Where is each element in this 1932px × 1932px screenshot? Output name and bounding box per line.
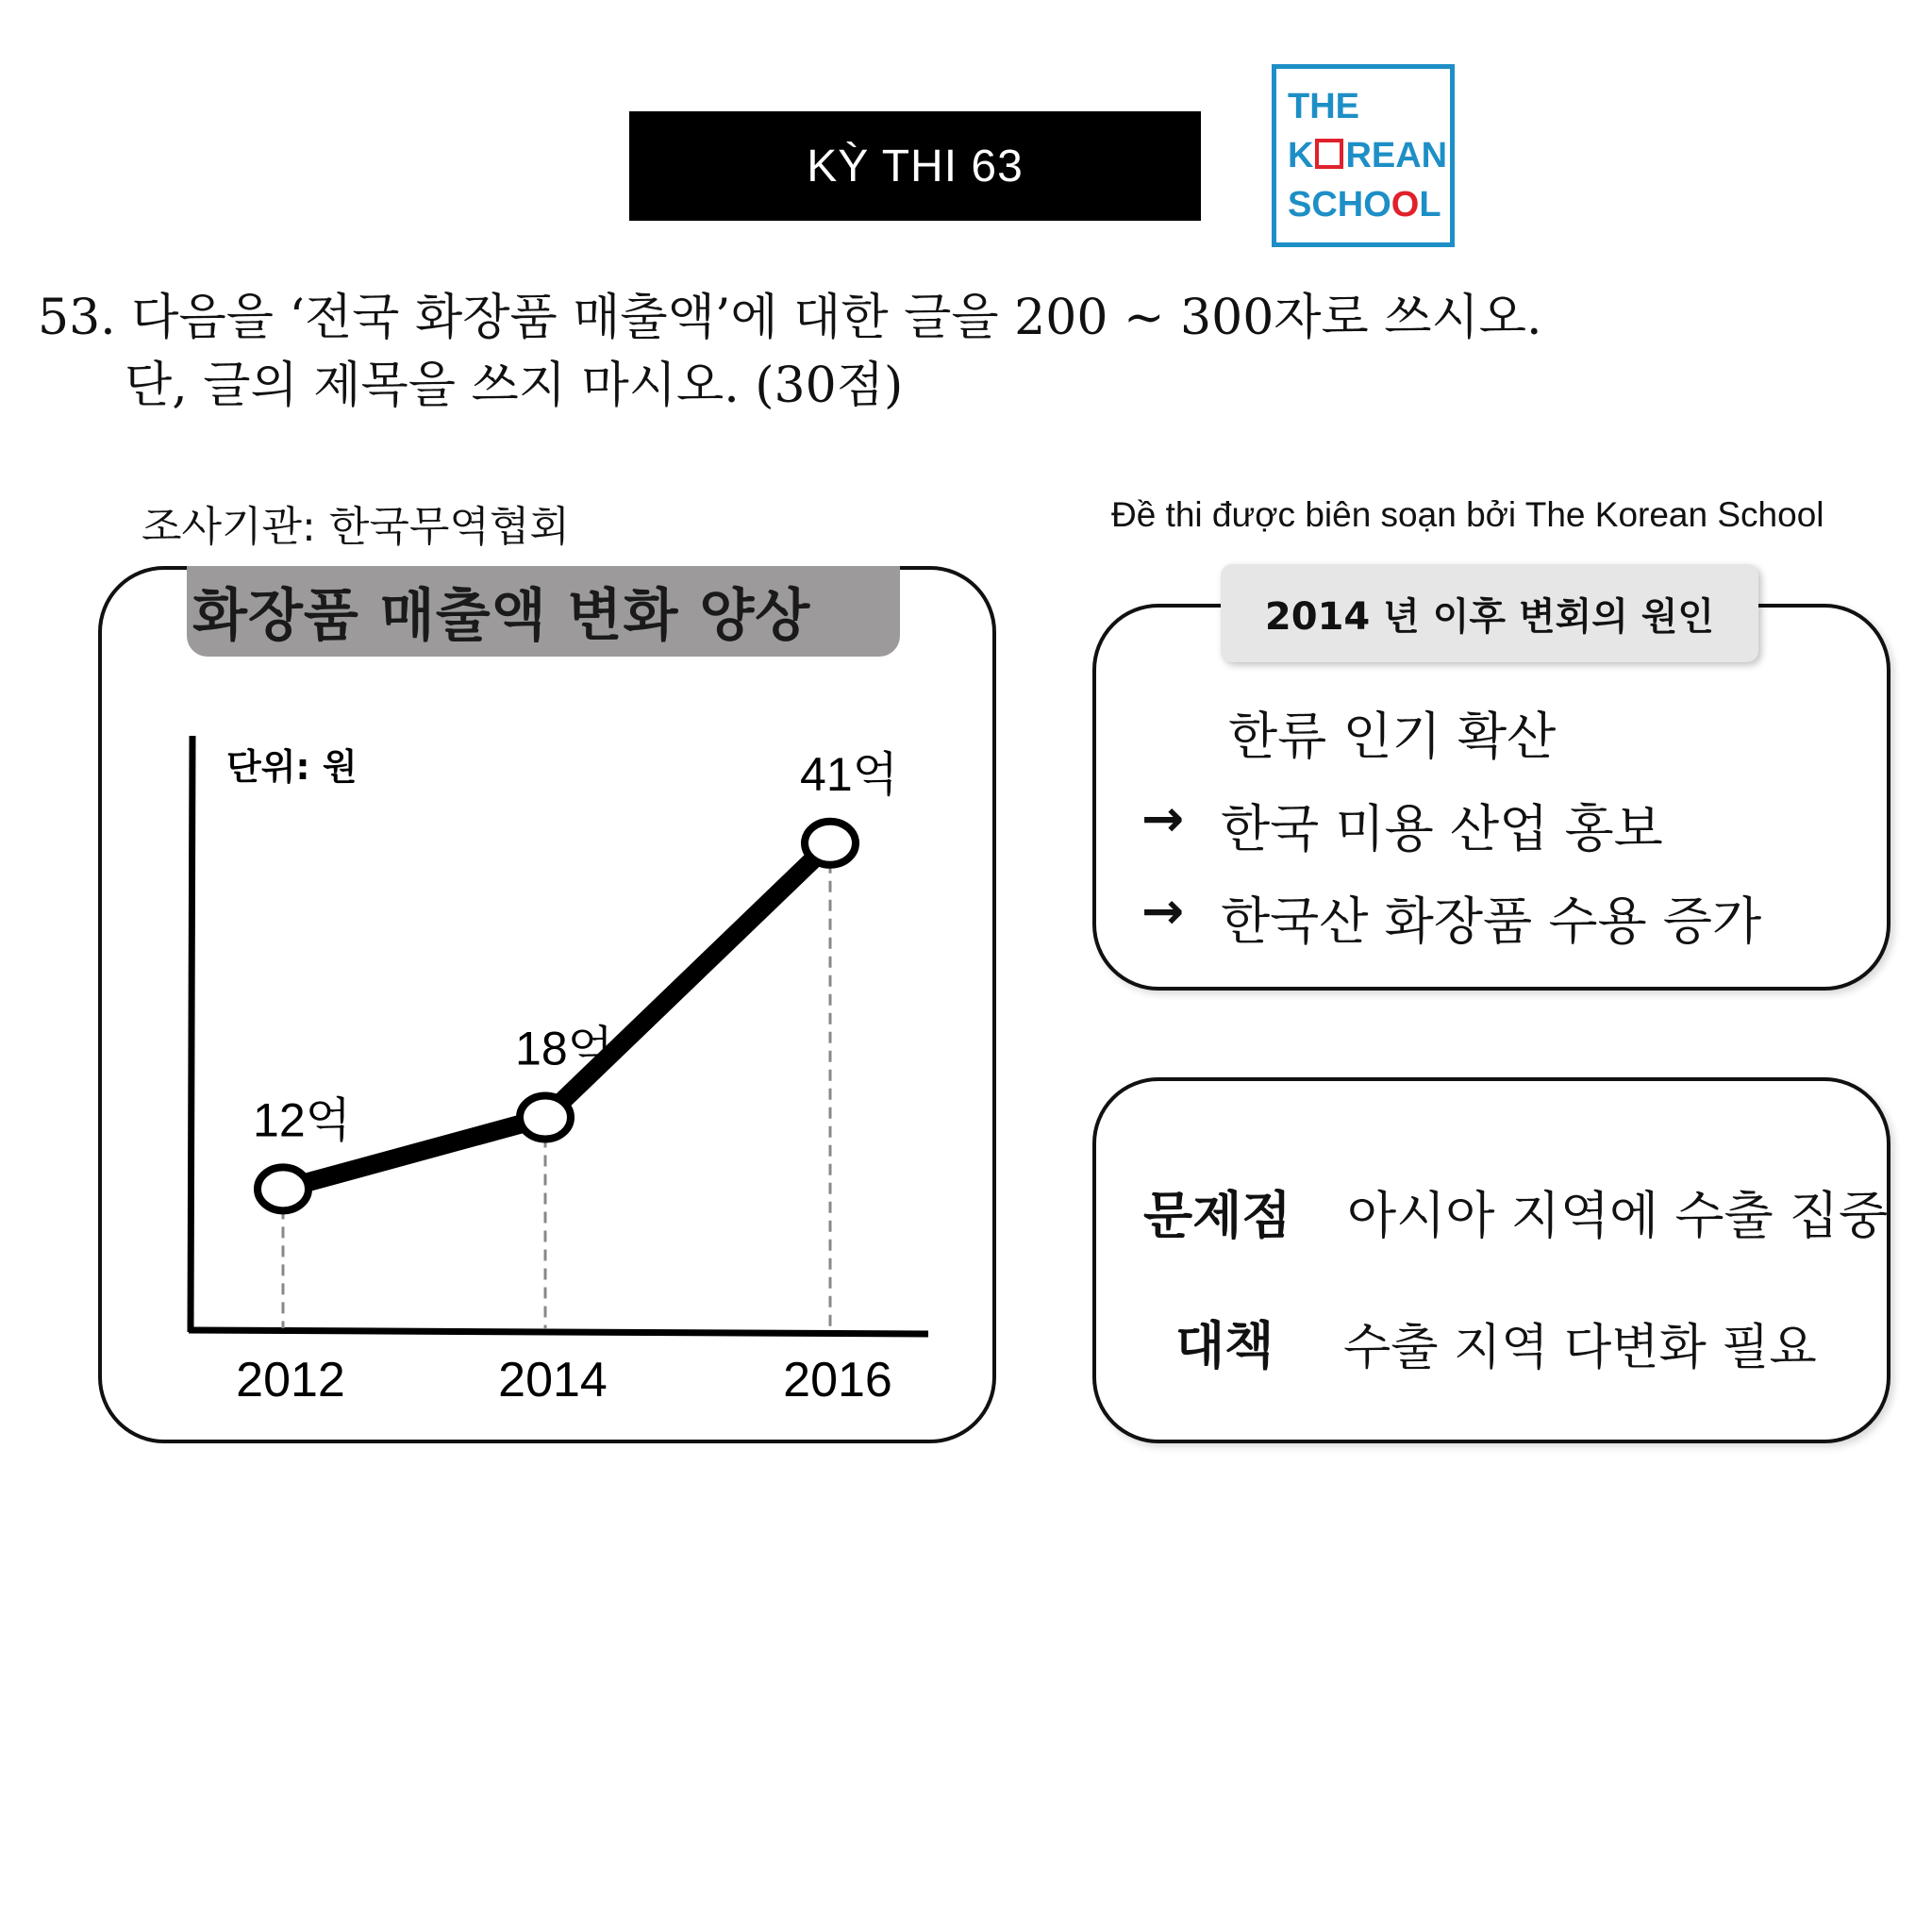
- problem-label: 문제점: [1143, 1186, 1291, 1245]
- x-tick-label: 2016: [783, 1353, 892, 1407]
- data-label: 18억: [515, 1022, 613, 1075]
- cause-item-2: 한국 미용 산업 홍보: [1221, 799, 1663, 858]
- question-line-1: 53. 다음을 ‘전국 화장품 매출액’에 대한 글을 200 ~ 300자로 쓰시오.: [38, 290, 1542, 346]
- question-line-2: 단, 글의 제목을 쓰지 마시오. (30점): [125, 358, 904, 414]
- arrow-right-icon: →: [1141, 789, 1185, 848]
- x-axis: [189, 1330, 928, 1334]
- x-tick-label: 2014: [498, 1353, 608, 1407]
- data-label: 12억: [253, 1093, 351, 1147]
- data-point: [520, 1095, 571, 1139]
- unit-label: 단위: 원: [226, 746, 358, 788]
- cause-item-3: 한국산 화장품 수용 증가: [1221, 891, 1762, 951]
- cause-item-1: 한류 인기 확산: [1228, 707, 1557, 766]
- data-point: [805, 822, 856, 865]
- solution-text: 수출 지역 다변화 필요: [1343, 1320, 1817, 1376]
- logo-line-1: THE: [1288, 87, 1359, 126]
- data-point: [258, 1167, 308, 1210]
- chart-title: 화장품 매출액 변화 양상: [187, 566, 900, 657]
- solution-label: 대책: [1175, 1316, 1274, 1375]
- logo-line-3: SCHOOL: [1288, 185, 1441, 225]
- problem-panel: [1092, 1077, 1890, 1443]
- problem-text: 아시아 지역에 수출 집중: [1347, 1186, 1889, 1245]
- causes-title: 2014 년 이후 변회의 원인: [1221, 564, 1758, 662]
- arrow-right-icon: →: [1141, 881, 1185, 941]
- x-tick-label: 2012: [236, 1353, 345, 1407]
- logo-line-2: K REAN: [1288, 136, 1448, 175]
- survey-source: 조사기관: 한국무역협회: [142, 503, 570, 551]
- exam-banner-text: KỲ THI 63: [807, 141, 1024, 192]
- data-label: 41억: [800, 747, 898, 801]
- y-axis: [191, 736, 192, 1332]
- exam-credit: Đề thi được biên soạn bởi The Korean School: [1111, 495, 1824, 534]
